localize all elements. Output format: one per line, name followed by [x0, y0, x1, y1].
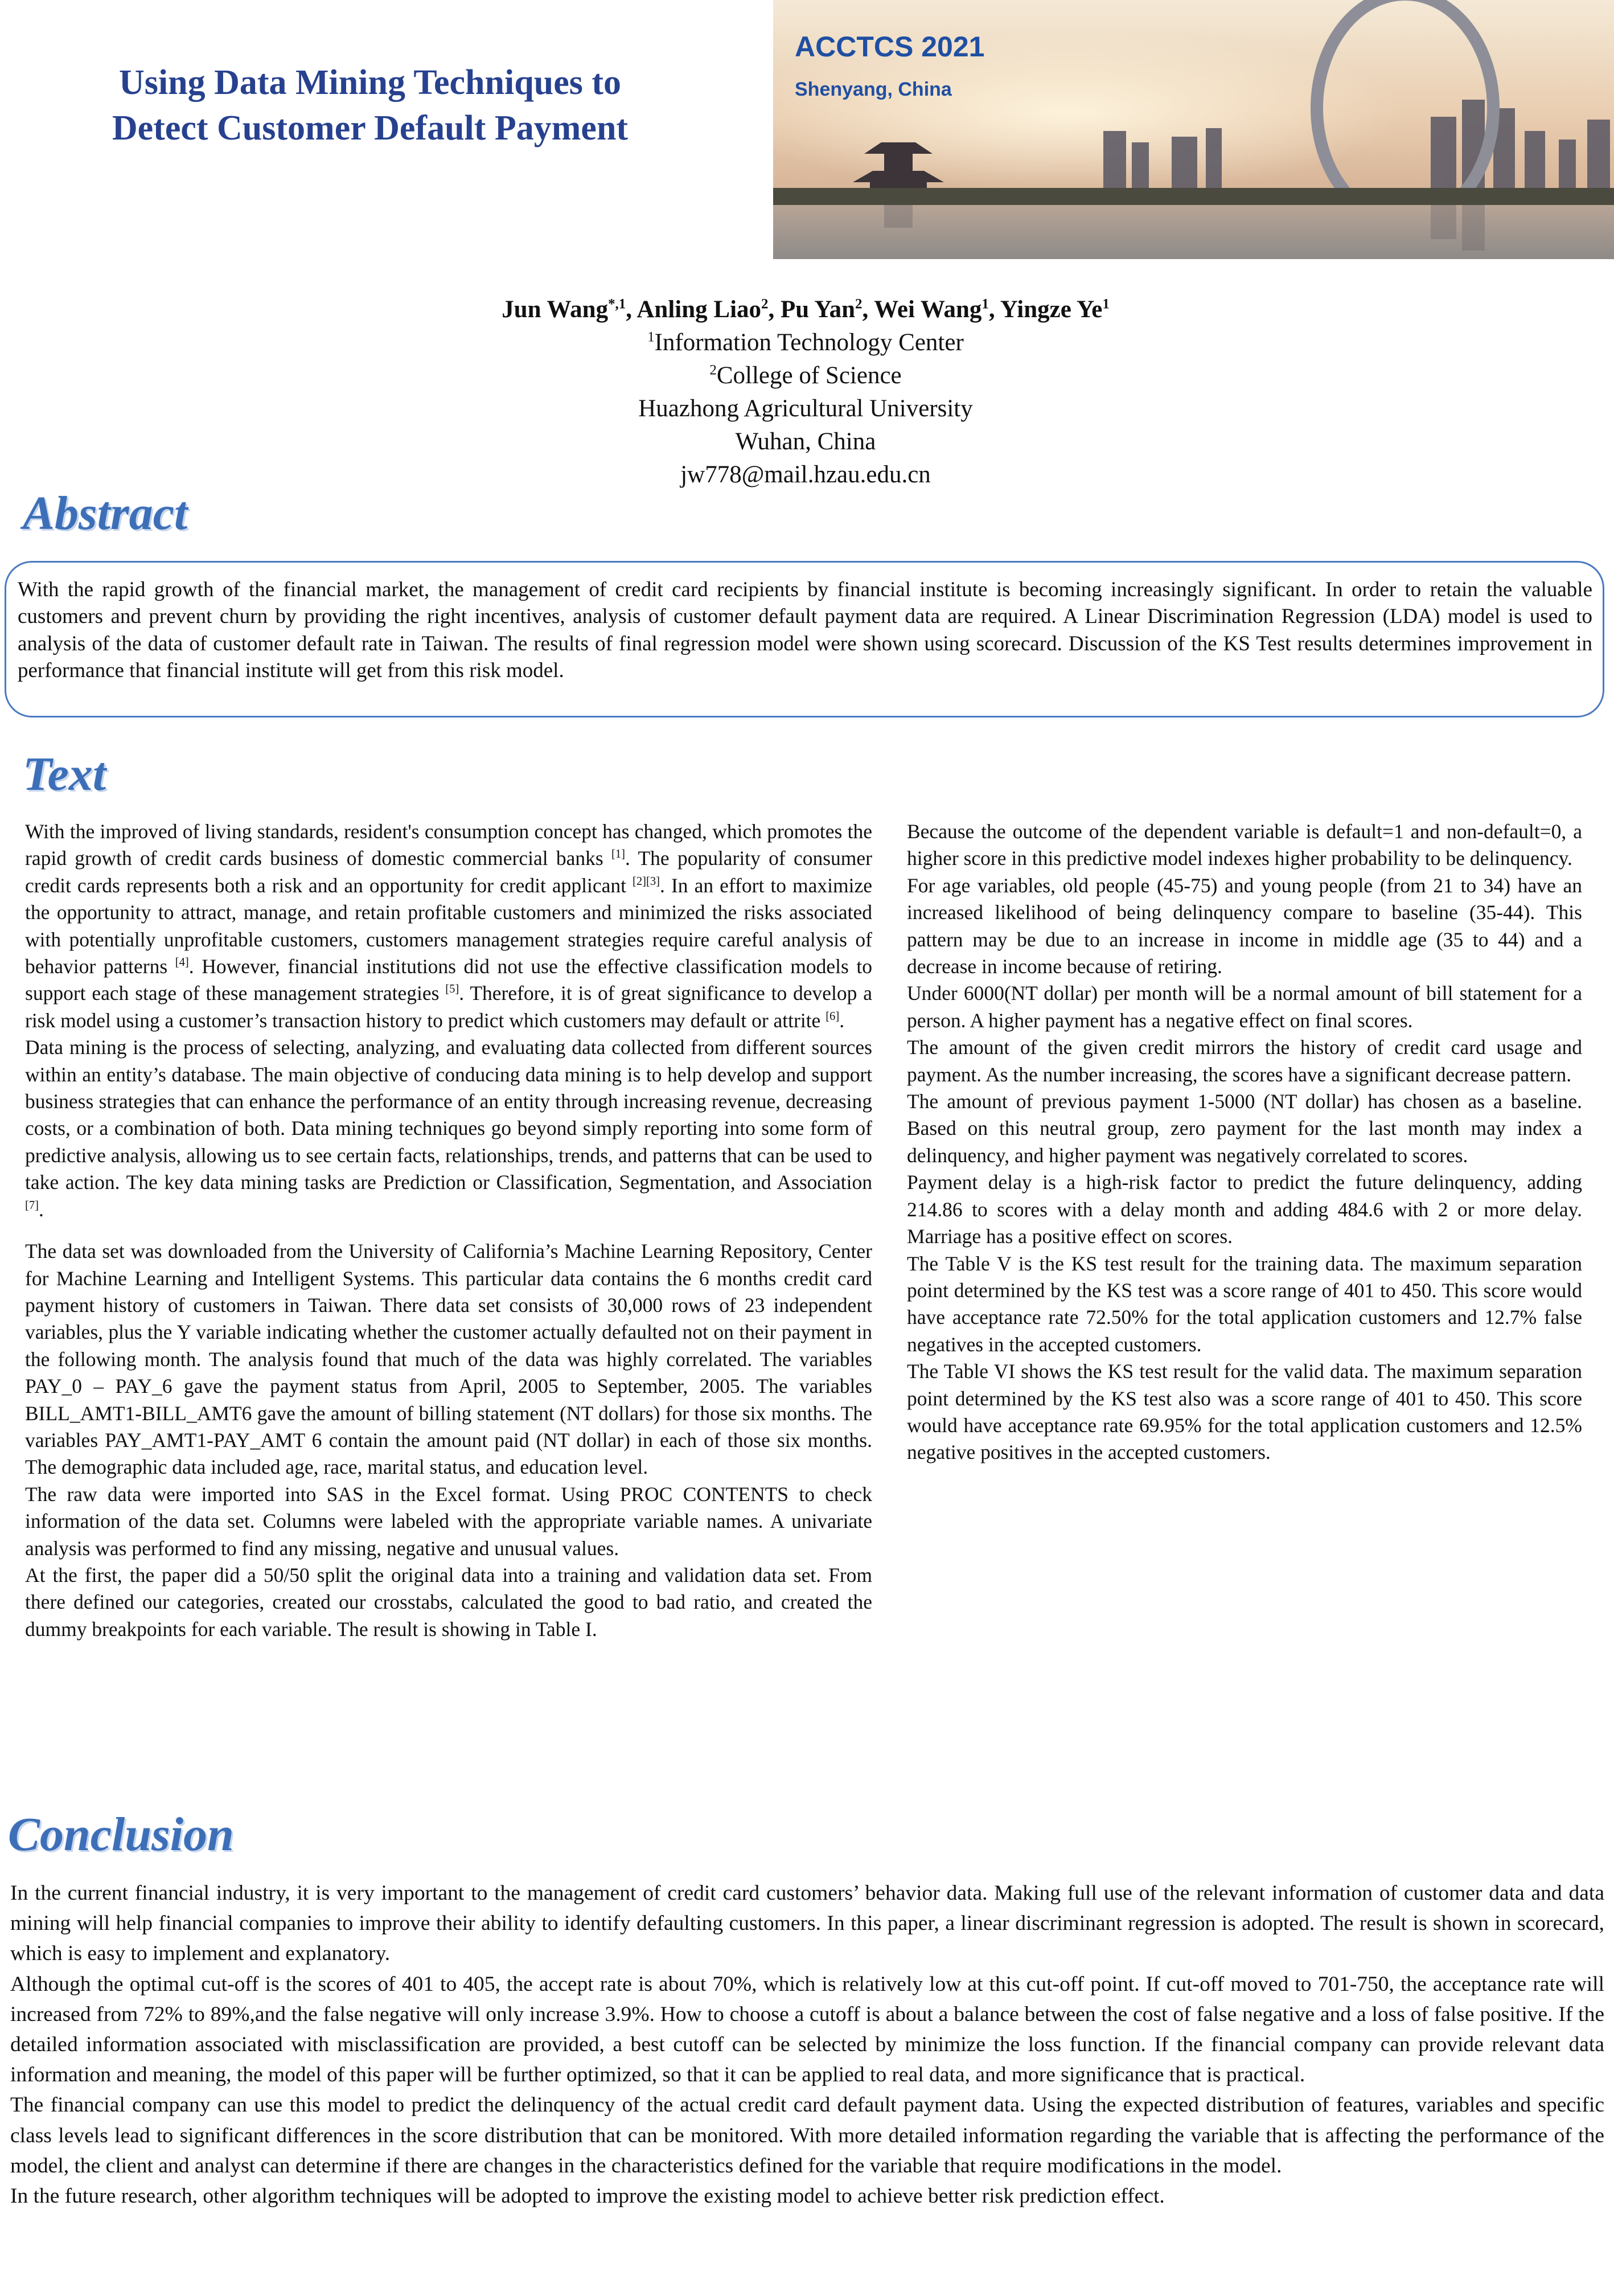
author-names: Jun Wang$^{*,1}$, Anling Liao$^2$, Pu Yan$^2$, Wei Wang$^1$, Yingze Ye$^1$: [502, 296, 1110, 323]
text-right-column: [907, 818, 1582, 1466]
conference-name: ACCTCS 2021: [795, 31, 985, 63]
right-paragraph-payment: The amount of previous payment 1-5000 (NT dollar) has chosen as a baseline. Based on this neutral group, zero payment for the last month may index a delinquency, and higher payment was negatively correlated to scores.: [907, 1090, 1582, 1167]
affiliation-1: $^1$Information Technology Center: [647, 329, 964, 356]
author-block: [399, 293, 1213, 491]
abstract-heading: Abstract: [23, 487, 188, 540]
sas-import-paragraph: The raw data were imported into SAS in the Excel format. Using PROC CONTENTS to check information of the data set. Columns were labeled with the appropriate variable names. A univariate analysis was performed to find any missing, negative and unusual values.: [25, 1482, 872, 1560]
intro-paragraph: With the improved of living standards, resident's consumption concept has changed, which promotes the rapid growth of credit cards business of domestic commercial banks [1]. The popularity of consumer credit cards represents both a risk and an opportunity for credit applicant [2][3]. In an effort to maximize the opportunity to attract, manage, and retain profitable customers and minimized the risks associated with potentially unprofitable customers, customers management strategies require careful analysis of behavior patterns [4]. However, financial institutions did not use the effective classification models to support each stage of these management strategies [5]. Therefore, it is of great significance to develop a risk model using a customer’s transaction history to predict which customers may default or attrite [6].: [25, 820, 872, 1032]
conclusion-paragraph-1: In the current financial industry, it is very important to the management of credit card customers’ behavior data. Making full use of the relevant information of customer data and data mining will help financial companies to improve their ability to identify defaulting customers. In this paper, a linear discriminant regression is adopted. The result is shown in scorecard, which is easy to implement and explanatory.: [10, 1881, 1604, 1966]
affiliation-2: $^2$College of Science: [709, 362, 902, 389]
poster-title: [40, 60, 700, 151]
abstract-box: [5, 561, 1604, 718]
text-left-column: [25, 818, 872, 1643]
title-line-2: Detect Customer Default Payment: [112, 109, 629, 147]
conclusion-paragraph-4: In the future research, other algorithm techniques will be adopted to improve the existing model to achieve better risk prediction effect.: [10, 2184, 1165, 2208]
right-paragraph-delay: Payment delay is a high-risk factor to predict the future delinquency, adding 214.86 to scores with a delay month and adding 484.6 with 2 or more delay. Marriage has a positive effect on scores.: [907, 1171, 1582, 1248]
email: jw778@mail.hzau.edu.cn: [680, 461, 931, 488]
university: Huazhong Agricultural University: [638, 395, 973, 422]
right-paragraph-bill: Under 6000(NT dollar) per month will be a normal amount of bill statement for a person. A higher payment has a negative effect on final scores.: [907, 982, 1582, 1032]
conclusion-paragraph-2: Although the optimal cut-off is the scores of 401 to 405, the accept rate is about 70%, which is relatively low at this cut-off point. If cut-off moved to 701-750, the acceptance rate will increased from 72% to 89%,and the false negative will only increase 3.9%. How to choose a cutoff is about a balance between the cost of false negative and a loss of false positive. If the detailed information associated with misclassification are provided, a best cutoff can be selected by minimize the loss function. If the financial company can provide relevant data information and meaning, the model of this paper will be further optimized, so that it can be applied to real data, and more significance that is practical.: [10, 1972, 1604, 2087]
abstract-text: With the rapid growth of the financial market, the management of credit card recipients by financial institute is becoming increasingly significant. In order to retain the valuable customers and prevent churn by providing the right incentives, analysis of customer default payment data are required. A Linear Discrimination Regression (LDA) model is used to analysis of the data of customer default rate in Taiwan. The results of final regression model were shown using scorecard. Discussion of the KS Test results determines improvement in performance that financial institute will get from this risk model.: [18, 578, 1592, 682]
right-paragraph-outcome: Because the outcome of the dependent variable is default=1 and non-default=0, a higher score in this predictive model indexes higher probability to be delinquency.: [907, 820, 1582, 870]
conclusion-heading: Conclusion: [8, 1808, 234, 1861]
text-heading: Text: [23, 748, 106, 801]
conclusion-body: [10, 1878, 1604, 2211]
right-paragraph-table-v: The Table V is the KS test result for the training data. The maximum separation point determined by the KS test was a score range of 401 to 450. This score would have acceptance rate 72.50% for the total application customers and 12.7% false negatives in the accepted customers.: [907, 1252, 1582, 1356]
conclusion-paragraph-3: The financial company can use this model to predict the delinquency of the actual credit card default payment data. Using the expected distribution of features, variables and specific class levels lead to significant differences in the score distribution that can be monitored. With more detailed information regarding the variable that is affecting the performance of the model, the client and analyst can determine if there are changes in the characteristics defined for the variable that require modifications in the model.: [10, 2093, 1604, 2178]
city: Wuhan, China: [735, 428, 876, 455]
right-paragraph-table-vi: The Table VI shows the KS test result for the valid data. The maximum separation point determined by the KS test also was a score range of 401 to 450. This score would have acceptance rate 69.95% for the total application customers and 12.5% negative positives in the accepted customers.: [907, 1360, 1582, 1464]
right-paragraph-credit: The amount of the given credit mirrors the history of credit card usage and payment. As the number increasing, the scores have a significant decrease pattern.: [907, 1036, 1582, 1086]
data-mining-paragraph: Data mining is the process of selecting, analyzing, and evaluating data collected from different sources within an entity’s database. The main objective of conducing data mining is to help develop and support business strategies that can enhance the performance of an entity through increasing revenue, decreasing costs, or a combination of both. Data mining techniques go beyond simply reporting into some form of predictive analysis, allowing us to see certain facts, relationships, trends, and patterns that can be used to take action. The key data mining tasks are Prediction or Classification, Segmentation, and Association [7].: [25, 1036, 872, 1221]
data-split-paragraph: At the first, the paper did a 50/50 split the original data into a training and validation data set. From there defined our categories, created our crosstabs, calculated the good to bad ratio, and created the dummy breakpoints for each variable. The result is showing in Table I.: [25, 1563, 872, 1641]
right-paragraph-age: For age variables, old people (45-75) and young people (from 21 to 34) have an increased likelihood of being delinquency compare to baseline (35-44). This pattern may be due to an increase in income in middle age (35 to 44) and a decrease in income because of retiring.: [907, 874, 1582, 978]
data-set-paragraph: The data set was downloaded from the University of California’s Machine Learning Repository, Center for Machine Learning and Intelligent Systems. This particular data contains the 6 months credit card payment history of customers in Taiwan. There data set consists of 30,000 rows of 23 independent variables, plus the Y variable indicating whether the customer actually defaulted not on their payment in the following month. The analysis found that much of the data was highly correlated. The variables PAY_0 – PAY_6 gave the payment status from April, 2005 to September, 2005. The variables BILL_AMT1-BILL_AMT6 gave the amount of billing statement (NT dollars) for those six months. The variables PAY_AMT1-PAY_AMT 6 contain the amount paid (NT dollar) in each of those six months. The demographic data included age, race, marital status, and education level.: [25, 1240, 872, 1479]
title-line-1: Using Data Mining Techniques to: [119, 63, 621, 102]
conference-location: Shenyang, China: [795, 79, 952, 100]
